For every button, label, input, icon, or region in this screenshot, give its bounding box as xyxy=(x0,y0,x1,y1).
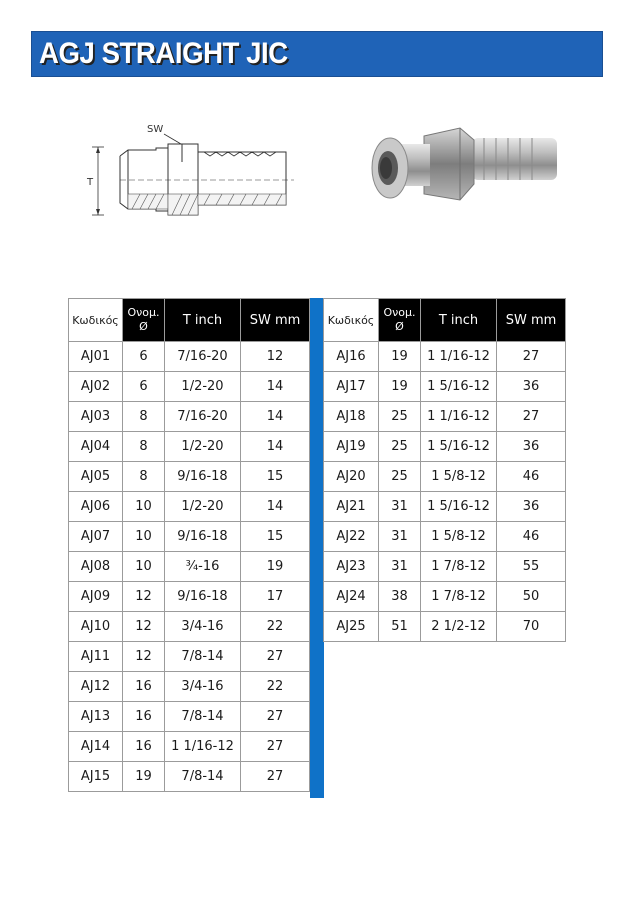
cell-sw-mm: 27 xyxy=(241,642,310,672)
header-nominal xyxy=(123,299,165,342)
cell-t-inch: 1/2-20 xyxy=(165,372,241,402)
header-t-inch: T inch xyxy=(165,299,241,342)
cell-t-inch: 1 7/8-12 xyxy=(421,582,497,612)
cell-t-inch: 1 5/16-12 xyxy=(421,372,497,402)
cell-sw-mm: 14 xyxy=(241,402,310,432)
cell-t-inch: 1/2-20 xyxy=(165,432,241,462)
cell-nominal: 10 xyxy=(123,492,165,522)
cell-sw-mm: 12 xyxy=(241,342,310,372)
table-row xyxy=(69,672,310,702)
cell-sw-mm: 19 xyxy=(241,552,310,582)
cell-t-inch: 1 1/16-12 xyxy=(421,402,497,432)
cell-sw-mm: 15 xyxy=(241,522,310,552)
cell-t-inch: 1 5/16-12 xyxy=(421,492,497,522)
cell-t-inch: 3/4-16 xyxy=(165,672,241,702)
cell-nominal: 6 xyxy=(123,372,165,402)
table-row xyxy=(69,432,310,462)
header-nominal-line2: Ø xyxy=(139,320,148,333)
cell-nominal: 19 xyxy=(379,372,421,402)
title-bar xyxy=(31,31,603,77)
cell-code: AJ19 xyxy=(324,432,379,462)
cell-nominal: 8 xyxy=(123,432,165,462)
table-row xyxy=(324,522,566,552)
table-row xyxy=(69,762,310,792)
cell-nominal: 25 xyxy=(379,402,421,432)
cell-sw-mm: 15 xyxy=(241,462,310,492)
cell-t-inch: 9/16-18 xyxy=(165,462,241,492)
table-row xyxy=(324,432,566,462)
header-code: Κωδικός xyxy=(69,299,123,342)
cell-sw-mm: 27 xyxy=(241,762,310,792)
cell-nominal: 10 xyxy=(123,552,165,582)
cell-nominal: 31 xyxy=(379,552,421,582)
cell-t-inch: 9/16-18 xyxy=(165,522,241,552)
cell-nominal: 25 xyxy=(379,462,421,492)
table-header-row xyxy=(324,299,566,342)
cell-code: AJ16 xyxy=(324,342,379,372)
cell-code: AJ07 xyxy=(69,522,123,552)
header-nominal-line1: Ονομ. xyxy=(383,306,416,319)
table-row xyxy=(69,582,310,612)
cell-nominal: 31 xyxy=(379,492,421,522)
cell-code: AJ08 xyxy=(69,552,123,582)
cell-t-inch: 1 5/8-12 xyxy=(421,462,497,492)
spec-table-left xyxy=(68,298,310,792)
header-t-inch: T inch xyxy=(421,299,497,342)
divider-strip xyxy=(310,298,324,798)
table-row xyxy=(69,462,310,492)
cell-code: AJ21 xyxy=(324,492,379,522)
sw-dimension-label: SW xyxy=(147,124,164,135)
cell-code: AJ03 xyxy=(69,402,123,432)
cell-t-inch: 1 1/16-12 xyxy=(165,732,241,762)
cell-code: AJ25 xyxy=(324,612,379,642)
cell-nominal: 12 xyxy=(123,642,165,672)
cell-t-inch: 3/4-16 xyxy=(165,612,241,642)
cell-sw-mm: 14 xyxy=(241,432,310,462)
cell-code: AJ04 xyxy=(69,432,123,462)
cell-t-inch: ¾-16 xyxy=(165,552,241,582)
cell-t-inch: 1 5/16-12 xyxy=(421,432,497,462)
cell-nominal: 8 xyxy=(123,462,165,492)
table-row xyxy=(324,342,566,372)
cell-t-inch: 7/16-20 xyxy=(165,342,241,372)
cell-nominal: 16 xyxy=(123,732,165,762)
table-row xyxy=(324,582,566,612)
cell-code: AJ14 xyxy=(69,732,123,762)
cell-code: AJ11 xyxy=(69,642,123,672)
cell-nominal: 25 xyxy=(379,432,421,462)
cell-code: AJ12 xyxy=(69,672,123,702)
cell-t-inch: 1/2-20 xyxy=(165,492,241,522)
cell-code: AJ05 xyxy=(69,462,123,492)
table-row xyxy=(69,732,310,762)
header-nominal-line2: Ø xyxy=(395,320,404,333)
cell-code: AJ24 xyxy=(324,582,379,612)
table-row xyxy=(69,372,310,402)
cell-nominal: 6 xyxy=(123,342,165,372)
cell-nominal: 19 xyxy=(123,762,165,792)
cell-sw-mm: 36 xyxy=(497,492,566,522)
page-title: AGJ STRAIGHT JIC xyxy=(39,37,288,70)
table-row xyxy=(324,612,566,642)
cell-nominal: 12 xyxy=(123,612,165,642)
cell-code: AJ02 xyxy=(69,372,123,402)
table-row xyxy=(69,492,310,522)
cell-sw-mm: 14 xyxy=(241,492,310,522)
cell-code: AJ09 xyxy=(69,582,123,612)
cell-t-inch: 7/16-20 xyxy=(165,402,241,432)
fitting-photo xyxy=(362,118,562,220)
cell-sw-mm: 36 xyxy=(497,372,566,402)
cell-t-inch: 1 5/8-12 xyxy=(421,522,497,552)
table-row xyxy=(69,402,310,432)
cell-sw-mm: 27 xyxy=(241,702,310,732)
cell-sw-mm: 27 xyxy=(241,732,310,762)
cell-nominal: 10 xyxy=(123,522,165,552)
cell-code: AJ10 xyxy=(69,612,123,642)
cell-sw-mm: 27 xyxy=(497,342,566,372)
cell-sw-mm: 17 xyxy=(241,582,310,612)
table-row xyxy=(69,342,310,372)
header-nominal xyxy=(379,299,421,342)
table-row xyxy=(324,462,566,492)
technical-drawing xyxy=(76,112,302,230)
cell-t-inch: 9/16-18 xyxy=(165,582,241,612)
header-code: Κωδικός xyxy=(324,299,379,342)
cell-t-inch: 7/8-14 xyxy=(165,642,241,672)
header-sw-mm: SW mm xyxy=(497,299,566,342)
cell-nominal: 38 xyxy=(379,582,421,612)
table-row xyxy=(69,522,310,552)
cell-nominal: 8 xyxy=(123,402,165,432)
table-row xyxy=(69,552,310,582)
cell-t-inch: 1 1/16-12 xyxy=(421,342,497,372)
table-row xyxy=(69,612,310,642)
table-row xyxy=(324,402,566,432)
cell-code: AJ20 xyxy=(324,462,379,492)
table-row xyxy=(69,702,310,732)
cell-t-inch: 7/8-14 xyxy=(165,702,241,732)
cell-code: AJ15 xyxy=(69,762,123,792)
table-row xyxy=(69,642,310,672)
table-row xyxy=(324,552,566,582)
cell-nominal: 19 xyxy=(379,342,421,372)
cell-nominal: 16 xyxy=(123,702,165,732)
header-sw-mm: SW mm xyxy=(241,299,310,342)
cell-nominal: 12 xyxy=(123,582,165,612)
cell-sw-mm: 46 xyxy=(497,462,566,492)
header-nominal-line1: Ονομ. xyxy=(127,306,160,319)
cell-code: AJ13 xyxy=(69,702,123,732)
cell-t-inch: 2 1/2-12 xyxy=(421,612,497,642)
cell-t-inch: 1 7/8-12 xyxy=(421,552,497,582)
cell-sw-mm: 22 xyxy=(241,672,310,702)
cell-code: AJ06 xyxy=(69,492,123,522)
cell-code: AJ23 xyxy=(324,552,379,582)
table-body-left xyxy=(69,342,310,792)
cell-sw-mm: 14 xyxy=(241,372,310,402)
cell-nominal: 51 xyxy=(379,612,421,642)
cell-code: AJ01 xyxy=(69,342,123,372)
cell-nominal: 31 xyxy=(379,522,421,552)
table-row xyxy=(324,372,566,402)
cell-sw-mm: 36 xyxy=(497,432,566,462)
t-dimension-label: T xyxy=(87,177,94,188)
table-header-row xyxy=(69,299,310,342)
cell-sw-mm: 50 xyxy=(497,582,566,612)
cell-sw-mm: 70 xyxy=(497,612,566,642)
table-row xyxy=(324,492,566,522)
cell-code: AJ18 xyxy=(324,402,379,432)
table-body-right xyxy=(324,342,566,642)
cell-sw-mm: 55 xyxy=(497,552,566,582)
cell-t-inch: 7/8-14 xyxy=(165,762,241,792)
cell-nominal: 16 xyxy=(123,672,165,702)
cell-sw-mm: 22 xyxy=(241,612,310,642)
spec-table-right xyxy=(323,298,566,642)
cell-code: AJ17 xyxy=(324,372,379,402)
cell-code: AJ22 xyxy=(324,522,379,552)
cell-sw-mm: 27 xyxy=(497,402,566,432)
cell-sw-mm: 46 xyxy=(497,522,566,552)
